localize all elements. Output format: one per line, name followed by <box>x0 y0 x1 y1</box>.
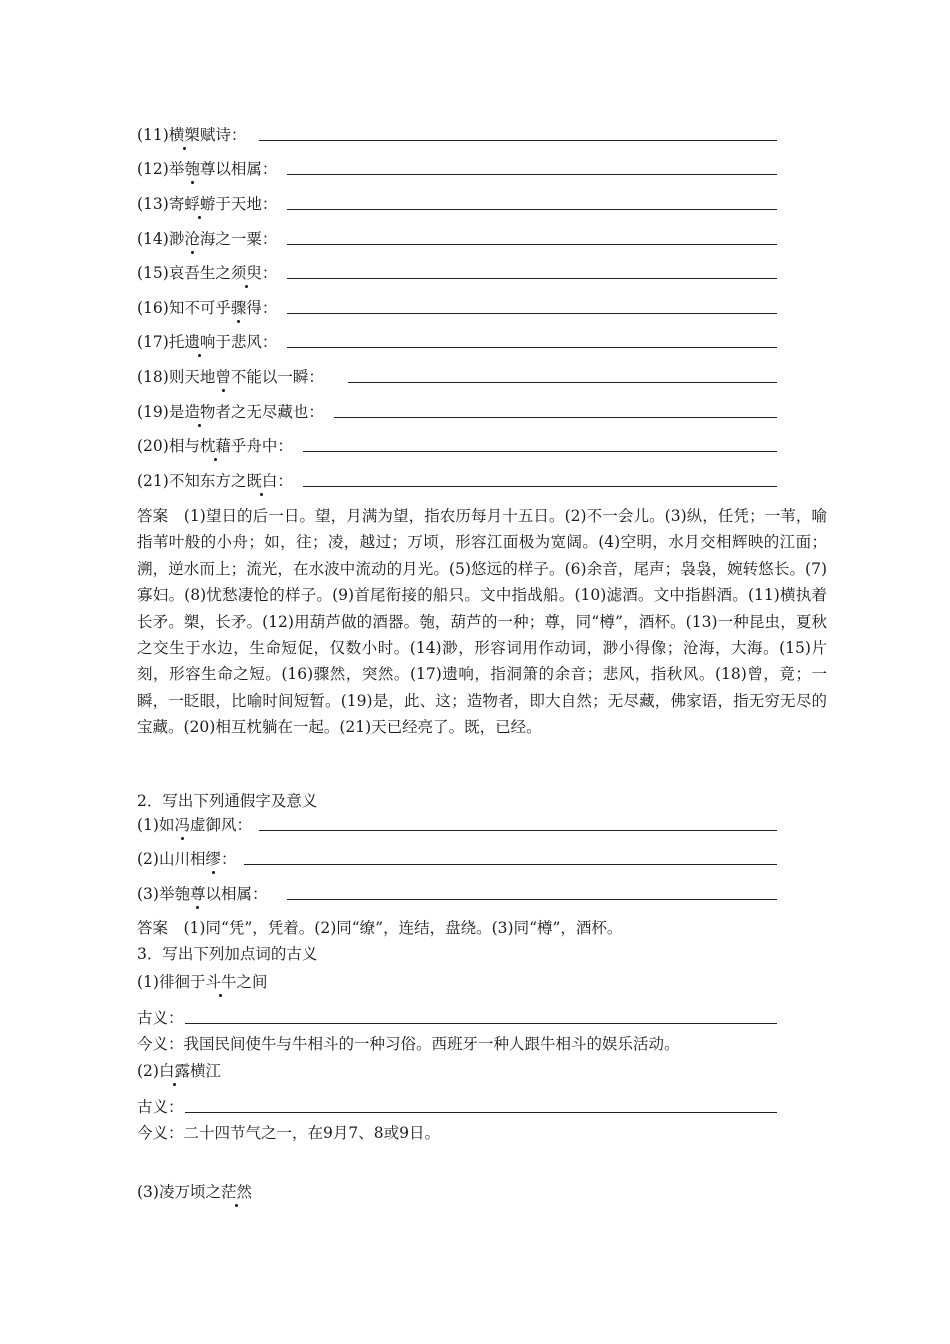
answer-blank[interactable] <box>287 899 777 900</box>
answer-blank[interactable] <box>287 174 777 175</box>
answer-paragraph-1: 答案 (1)望日的后一日。望，月满为望，指农历每月十五日。(2)不一会儿。(3)纵，任凭；一苇，喻指苇叶般的小舟；如，往；凌，越过；万顷，形容江面极为宽阔。(4)空明，水月交相辉映的江面；溯，逆水而上；流光，在水波中流动的月光。(5)悠远的样子。(6)余音，尾声；袅袅，婉转悠长。(7)寡妇。(8)忧愁凄怆的样子。(9)首尾衔接的船只。文中指战船。(10)滤酒。文中指斟酒。(11)横执着长矛。槊，长矛。(12)用葫芦做的酒器。匏，葫芦的一种；尊，同“樽”，酒杯。(13)一种昆虫，夏秋之交生于水边，生命短促，仅数小时。(14)渺，形容词用作动词，渺小得像；沧海，大海。(15)片刻，形容生命之短。(16)骤然，突然。(17)遗响，指洞箫的余音；悲风，指秋风。(18)曾，竟；一瞬，一眨眼，比喻时间短暂。(19)是，此、这；造物者，即大自然；无尽藏，佛家语，指无穷无尽的宝藏。(20)相互枕躺在一起。(21)天已经亮了。既，已经。 <box>137 507 827 737</box>
answer-blank[interactable] <box>287 244 777 245</box>
tongjia-item-3: (3)举匏尊以相属： <box>137 885 268 903</box>
answer-paragraph-2: 答案 (1)同“凭”，凭着。(2)同“缭”，连结，盘绕。(3)同“樽”，酒杯。 <box>137 919 623 937</box>
vocab-item-21: (21)不知东方之既白： <box>137 472 293 490</box>
section-2-heading: 2．写出下列通假字及意义 <box>137 792 318 810</box>
gu-yi-question-2: (2)白露横江 <box>137 1062 221 1080</box>
answer-blank[interactable] <box>244 864 777 865</box>
dotted-word: 蜉蝣 <box>184 195 216 213</box>
answer-blank[interactable] <box>287 278 777 279</box>
dotted-word: 既白 <box>246 472 278 490</box>
answer-blank[interactable] <box>303 451 777 452</box>
dotted-word: 茫然 <box>220 1183 252 1201</box>
answer-blank[interactable] <box>287 313 777 314</box>
vocab-item-13: (13)寄蜉蝣于天地： <box>137 195 278 213</box>
vocab-item-20: (20)相与枕藉乎舟中： <box>137 437 293 455</box>
dotted-word: 匏 <box>184 160 200 178</box>
answer-blank[interactable] <box>287 209 777 210</box>
answer-blank[interactable] <box>303 486 777 487</box>
answer-blank[interactable] <box>334 417 777 418</box>
dotted-word: 是造物者 <box>168 403 231 421</box>
vocab-item-19: (19)是造物者之无尽藏也： <box>137 403 324 421</box>
vocab-item-18: (18)则天地曾不能以一瞬： <box>137 368 324 386</box>
modern-meaning: 今义：我国民间使牛与牛相斗的一种习俗。西班牙一种人跟牛相斗的娱乐活动。 <box>137 1035 680 1053</box>
dotted-word: 枕藉 <box>199 437 231 455</box>
dotted-word: 横槊 <box>168 126 200 144</box>
gu-yi-question-1: (1)徘徊于斗牛之间 <box>137 973 268 991</box>
dotted-word: 渺沧海 <box>168 230 216 248</box>
vocab-item-16: (16)知不可乎骤得： <box>137 299 278 317</box>
tongjia-item-1: (1)如冯虚御风： <box>137 816 253 834</box>
dotted-word: 曾 <box>215 368 231 386</box>
dotted-word: 遗响 <box>184 333 216 351</box>
dotted-word: 尊 <box>189 885 206 903</box>
answer-blank[interactable] <box>348 382 777 383</box>
dotted-word: 骤 <box>230 299 247 317</box>
tongjia-item-2: (2)山川相缪： <box>137 850 237 868</box>
dotted-word: 斗牛 <box>205 973 237 991</box>
answer-blank[interactable] <box>185 1112 777 1113</box>
ancient-meaning-label: 古义： <box>137 1009 184 1027</box>
gu-yi-question-3: (3)凌万顷之茫然 <box>137 1183 252 1201</box>
modern-meaning: 今义：二十四节气之一，在9月7、8或9日。 <box>137 1124 440 1142</box>
answer-blank[interactable] <box>259 140 777 141</box>
answer-blank[interactable] <box>259 830 777 831</box>
vocab-item-17: (17)托遗响于悲风： <box>137 333 278 351</box>
dotted-word: 缪 <box>205 850 221 868</box>
vocab-item-15: (15)哀吾生之须臾： <box>137 264 278 282</box>
vocab-item-14: (14)渺沧海之一粟： <box>137 230 278 248</box>
item-number: (11) <box>137 126 169 144</box>
dotted-word: 冯 <box>174 816 190 834</box>
vocab-item-12: (12)举匏尊以相属： <box>137 160 278 178</box>
ancient-meaning-label: 古义： <box>137 1098 184 1116</box>
dotted-word: 须臾 <box>230 264 262 282</box>
answer-blank[interactable] <box>185 1023 777 1024</box>
section-3-heading: 3．写出下列加点词的古义 <box>137 945 318 963</box>
answer-blank[interactable] <box>287 347 777 348</box>
dotted-word: 白露 <box>158 1062 190 1080</box>
vocab-item-11: (11)横槊赋诗： <box>137 126 247 144</box>
